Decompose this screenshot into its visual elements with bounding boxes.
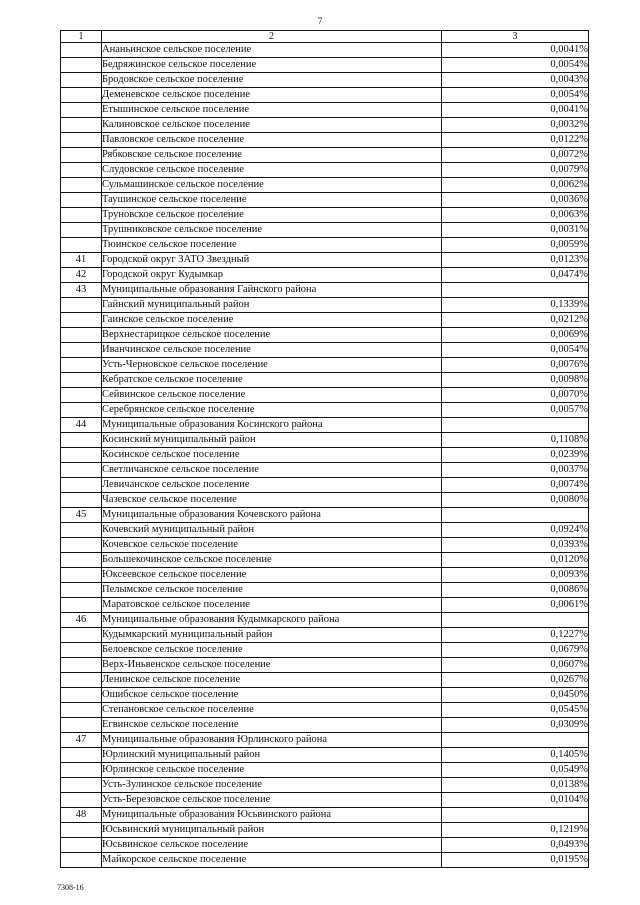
municipality-name-cell: Кебратское сельское поселение xyxy=(102,373,442,388)
row-number-cell xyxy=(61,718,102,733)
table-row xyxy=(61,208,589,223)
table-header-row xyxy=(61,31,589,43)
municipality-name-cell: Юксеевское сельское поселение xyxy=(102,568,442,583)
share-value-cell: 0,1405% xyxy=(442,748,589,763)
share-value-cell: 0,0041% xyxy=(442,103,589,118)
row-number-cell xyxy=(61,43,102,58)
row-number-cell: 43 xyxy=(61,283,102,298)
share-value-cell: 0,1339% xyxy=(442,298,589,313)
municipality-name-cell: Рябковское сельское поселение xyxy=(102,148,442,163)
row-number-cell: 41 xyxy=(61,253,102,268)
share-value-cell xyxy=(442,283,589,298)
table-row xyxy=(61,373,589,388)
table-row xyxy=(61,643,589,658)
share-value-cell: 0,0079% xyxy=(442,163,589,178)
share-value-cell: 0,1108% xyxy=(442,433,589,448)
row-number-cell xyxy=(61,628,102,643)
municipality-name-cell: Юсьвинское сельское поселение xyxy=(102,838,442,853)
column-header-value: 3 xyxy=(442,31,589,43)
table-row xyxy=(61,808,589,823)
table-row xyxy=(61,583,589,598)
table-row xyxy=(61,493,589,508)
municipality-name-cell: Ананьинское сельское поселение xyxy=(102,43,442,58)
share-value-cell: 0,0195% xyxy=(442,853,589,868)
share-value-cell: 0,0037% xyxy=(442,463,589,478)
municipality-name-cell: Труновское сельское поселение xyxy=(102,208,442,223)
table-row xyxy=(61,523,589,538)
row-number-cell xyxy=(61,343,102,358)
table-row xyxy=(61,478,589,493)
share-value-cell: 0,0063% xyxy=(442,208,589,223)
share-value-cell: 0,0036% xyxy=(442,193,589,208)
municipality-name-cell: Белоевское сельское поселение xyxy=(102,643,442,658)
share-value-cell: 0,0450% xyxy=(442,688,589,703)
table-row xyxy=(61,598,589,613)
table-row xyxy=(61,88,589,103)
municipality-name-cell: Большекочинское сельское поселение xyxy=(102,553,442,568)
municipality-name-cell: Пелымское сельское поселение xyxy=(102,583,442,598)
municipality-name-cell: Муниципальные образования Юрлинского района xyxy=(102,733,442,748)
municipality-name-cell: Усть-Березовское сельское поселение xyxy=(102,793,442,808)
table-row xyxy=(61,823,589,838)
table-row xyxy=(61,223,589,238)
municipality-name-cell: Усть-Зулинское сельское поселение xyxy=(102,778,442,793)
municipality-name-cell: Сейвинское сельское поселение xyxy=(102,388,442,403)
row-number-cell xyxy=(61,193,102,208)
share-value-cell: 0,0054% xyxy=(442,58,589,73)
share-value-cell: 0,1227% xyxy=(442,628,589,643)
row-number-cell xyxy=(61,103,102,118)
share-value-cell: 0,0041% xyxy=(442,43,589,58)
row-number-cell xyxy=(61,703,102,718)
share-value-cell: 0,0098% xyxy=(442,373,589,388)
share-value-cell xyxy=(442,613,589,628)
municipality-name-cell: Юрлинский муниципальный район xyxy=(102,748,442,763)
row-number-cell xyxy=(61,673,102,688)
table-row xyxy=(61,388,589,403)
share-value-cell: 0,0545% xyxy=(442,703,589,718)
share-value-cell: 0,0309% xyxy=(442,718,589,733)
table-row xyxy=(61,553,589,568)
column-header-number: 1 xyxy=(61,31,102,43)
share-value-cell: 0,0239% xyxy=(442,448,589,463)
table-row xyxy=(61,58,589,73)
row-number-cell xyxy=(61,433,102,448)
municipality-name-cell: Муниципальные образования Косинского района xyxy=(102,418,442,433)
share-value-cell: 0,1219% xyxy=(442,823,589,838)
column-header-name: 2 xyxy=(102,31,442,43)
row-number-cell xyxy=(61,568,102,583)
table-row xyxy=(61,613,589,628)
share-value-cell: 0,0062% xyxy=(442,178,589,193)
share-value-cell: 0,0549% xyxy=(442,763,589,778)
municipality-name-cell: Ленинское сельское поселение xyxy=(102,673,442,688)
row-number-cell xyxy=(61,523,102,538)
table-row xyxy=(61,763,589,778)
table-row xyxy=(61,163,589,178)
row-number-cell: 46 xyxy=(61,613,102,628)
row-number-cell xyxy=(61,463,102,478)
table-row xyxy=(61,103,589,118)
row-number-cell xyxy=(61,148,102,163)
municipality-name-cell: Степановское сельское поселение xyxy=(102,703,442,718)
table-row xyxy=(61,193,589,208)
municipality-name-cell: Усть-Черновское сельское поселение xyxy=(102,358,442,373)
municipality-name-cell: Маратовское сельское поселение xyxy=(102,598,442,613)
share-value-cell: 0,0924% xyxy=(442,523,589,538)
table-row xyxy=(61,43,589,58)
row-number-cell xyxy=(61,58,102,73)
table-row xyxy=(61,358,589,373)
row-number-cell xyxy=(61,448,102,463)
share-value-cell: 0,0057% xyxy=(442,403,589,418)
municipality-name-cell: Косинское сельское поселение xyxy=(102,448,442,463)
row-number-cell: 44 xyxy=(61,418,102,433)
table-row xyxy=(61,508,589,523)
row-number-cell: 45 xyxy=(61,508,102,523)
share-value-cell xyxy=(442,418,589,433)
share-value-cell: 0,0054% xyxy=(442,343,589,358)
table-row xyxy=(61,853,589,868)
page-number: 7 xyxy=(317,16,323,26)
row-number-cell xyxy=(61,388,102,403)
table-row xyxy=(61,538,589,553)
share-value-cell: 0,0061% xyxy=(442,598,589,613)
municipality-name-cell: Сульмашинское сельское поселение xyxy=(102,178,442,193)
municipality-name-cell: Левичанское сельское поселение xyxy=(102,478,442,493)
row-number-cell xyxy=(61,778,102,793)
municipality-name-cell: Верхнестарицкое сельское поселение xyxy=(102,328,442,343)
share-value-cell: 0,0086% xyxy=(442,583,589,598)
municipality-name-cell: Кудымкарский муниципальный район xyxy=(102,628,442,643)
row-number-cell xyxy=(61,478,102,493)
municipality-name-cell: Городской округ Кудымкар xyxy=(102,268,442,283)
table-row xyxy=(61,748,589,763)
share-value-cell: 0,0031% xyxy=(442,223,589,238)
share-value-cell xyxy=(442,808,589,823)
share-value-cell: 0,0122% xyxy=(442,133,589,148)
row-number-cell xyxy=(61,88,102,103)
row-number-cell xyxy=(61,643,102,658)
row-number-cell: 47 xyxy=(61,733,102,748)
row-number-cell xyxy=(61,838,102,853)
share-value-cell: 0,0069% xyxy=(442,328,589,343)
allocation-table xyxy=(60,30,589,868)
share-value-cell: 0,0212% xyxy=(442,313,589,328)
municipality-name-cell: Юрлинское сельское поселение xyxy=(102,763,442,778)
municipality-name-cell: Егвинское сельское поселение xyxy=(102,718,442,733)
municipality-name-cell: Кочевский муниципальный район xyxy=(102,523,442,538)
table-row xyxy=(61,328,589,343)
row-number-cell xyxy=(61,208,102,223)
row-number-cell xyxy=(61,823,102,838)
table-row xyxy=(61,118,589,133)
municipality-name-cell: Кочевское сельское поселение xyxy=(102,538,442,553)
municipality-name-cell: Иванчинское сельское поселение xyxy=(102,343,442,358)
table-row xyxy=(61,313,589,328)
municipality-name-cell: Деменевское сельское поселение xyxy=(102,88,442,103)
row-number-cell xyxy=(61,238,102,253)
table-row xyxy=(61,133,589,148)
row-number-cell xyxy=(61,658,102,673)
table-row xyxy=(61,718,589,733)
row-number-cell: 42 xyxy=(61,268,102,283)
share-value-cell: 0,0493% xyxy=(442,838,589,853)
municipality-name-cell: Гайнский муниципальный район xyxy=(102,298,442,313)
share-value-cell: 0,0076% xyxy=(442,358,589,373)
municipality-name-cell: Муниципальные образования Кочевского района xyxy=(102,508,442,523)
share-value-cell: 0,0267% xyxy=(442,673,589,688)
municipality-name-cell: Таушинское сельское поселение xyxy=(102,193,442,208)
table-row xyxy=(61,343,589,358)
share-value-cell xyxy=(442,733,589,748)
row-number-cell xyxy=(61,748,102,763)
share-value-cell: 0,0120% xyxy=(442,553,589,568)
table-row xyxy=(61,238,589,253)
municipality-name-cell: Городской округ ЗАТО Звездный xyxy=(102,253,442,268)
municipality-name-cell: Ошибское сельское поселение xyxy=(102,688,442,703)
row-number-cell xyxy=(61,538,102,553)
municipality-name-cell: Муниципальные образования Кудымкарского района xyxy=(102,613,442,628)
row-number-cell xyxy=(61,223,102,238)
share-value-cell: 0,0104% xyxy=(442,793,589,808)
municipality-name-cell: Муниципальные образования Гайнского района xyxy=(102,283,442,298)
table-row xyxy=(61,253,589,268)
share-value-cell: 0,0607% xyxy=(442,658,589,673)
row-number-cell xyxy=(61,163,102,178)
row-number-cell xyxy=(61,493,102,508)
municipality-name-cell: Тюинское сельское поселение xyxy=(102,238,442,253)
municipality-name-cell: Гаинское сельское поселение xyxy=(102,313,442,328)
table-row xyxy=(61,778,589,793)
share-value-cell xyxy=(442,508,589,523)
row-number-cell xyxy=(61,793,102,808)
municipality-name-cell: Светличанское сельское поселение xyxy=(102,463,442,478)
municipality-name-cell: Майкорское сельское поселение xyxy=(102,853,442,868)
share-value-cell: 0,0059% xyxy=(442,238,589,253)
share-value-cell: 0,0072% xyxy=(442,148,589,163)
row-number-cell xyxy=(61,133,102,148)
share-value-cell: 0,0679% xyxy=(442,643,589,658)
table-row xyxy=(61,448,589,463)
municipality-name-cell: Юсьвинский муниципальный район xyxy=(102,823,442,838)
table-row xyxy=(61,298,589,313)
share-value-cell: 0,0474% xyxy=(442,268,589,283)
municipality-name-cell: Муниципальные образования Юсьвинского района xyxy=(102,808,442,823)
row-number-cell: 48 xyxy=(61,808,102,823)
share-value-cell: 0,0093% xyxy=(442,568,589,583)
municipality-name-cell: Серебрянское сельское поселение xyxy=(102,403,442,418)
row-number-cell xyxy=(61,313,102,328)
share-value-cell: 0,0070% xyxy=(442,388,589,403)
table-row xyxy=(61,703,589,718)
table-row xyxy=(61,283,589,298)
row-number-cell xyxy=(61,763,102,778)
municipality-name-cell: Трушниковское сельское поселение xyxy=(102,223,442,238)
table-row xyxy=(61,418,589,433)
share-value-cell: 0,0080% xyxy=(442,493,589,508)
row-number-cell xyxy=(61,328,102,343)
municipality-name-cell: Етышинское сельское поселение xyxy=(102,103,442,118)
municipality-name-cell: Косинский муниципальный район xyxy=(102,433,442,448)
table-row xyxy=(61,793,589,808)
table-row xyxy=(61,73,589,88)
table-row xyxy=(61,148,589,163)
municipality-name-cell: Слудовское сельское поселение xyxy=(102,163,442,178)
table-row xyxy=(61,178,589,193)
municipality-name-cell: Павловское сельское поселение xyxy=(102,133,442,148)
table-row xyxy=(61,463,589,478)
row-number-cell xyxy=(61,553,102,568)
document-code: 7308-16 xyxy=(57,883,84,892)
table-row xyxy=(61,658,589,673)
municipality-name-cell: Верх-Иньвенское сельское поселение xyxy=(102,658,442,673)
share-value-cell: 0,0123% xyxy=(442,253,589,268)
row-number-cell xyxy=(61,853,102,868)
share-value-cell: 0,0032% xyxy=(442,118,589,133)
table-row xyxy=(61,733,589,748)
share-value-cell: 0,0393% xyxy=(442,538,589,553)
row-number-cell xyxy=(61,298,102,313)
table-row xyxy=(61,628,589,643)
share-value-cell: 0,0043% xyxy=(442,73,589,88)
share-value-cell: 0,0138% xyxy=(442,778,589,793)
row-number-cell xyxy=(61,373,102,388)
row-number-cell xyxy=(61,358,102,373)
row-number-cell xyxy=(61,583,102,598)
table-row xyxy=(61,838,589,853)
municipality-name-cell: Бродовское сельское поселение xyxy=(102,73,442,88)
row-number-cell xyxy=(61,178,102,193)
share-value-cell: 0,0074% xyxy=(442,478,589,493)
table-row xyxy=(61,268,589,283)
row-number-cell xyxy=(61,403,102,418)
table-row xyxy=(61,568,589,583)
row-number-cell xyxy=(61,73,102,88)
row-number-cell xyxy=(61,118,102,133)
municipality-name-cell: Калиновское сельское поселение xyxy=(102,118,442,133)
table-row xyxy=(61,688,589,703)
municipality-name-cell: Чазевское сельское поселение xyxy=(102,493,442,508)
row-number-cell xyxy=(61,598,102,613)
table-row xyxy=(61,673,589,688)
share-value-cell: 0,0054% xyxy=(442,88,589,103)
table-row xyxy=(61,433,589,448)
row-number-cell xyxy=(61,688,102,703)
table-row xyxy=(61,403,589,418)
municipality-name-cell: Бедряжинское сельское поселение xyxy=(102,58,442,73)
